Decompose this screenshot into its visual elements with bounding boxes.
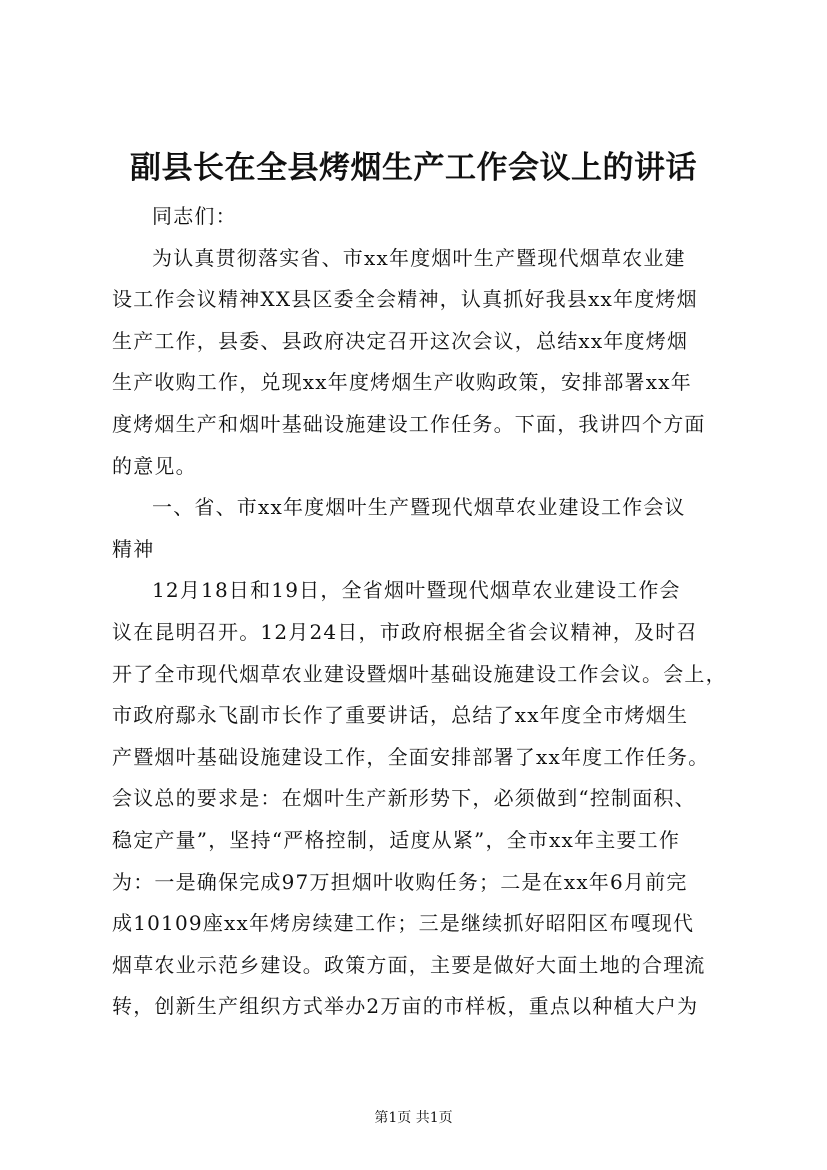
paragraph-line: 生产收购工作，兑现xx年度烤烟生产收购政策，安排部署xx年	[112, 370, 692, 395]
paragraph-line: 转，创新生产组织方式举办2万亩的市样板，重点以种植大户为	[112, 994, 699, 1019]
paragraph-line: 成10109座xx年烤房续建工作；三是继续抓好昭阳区布嘎现代	[112, 911, 695, 936]
paragraph-line: 稳定产量”，坚持“严格控制，适度从紧”，全市xx年主要工作	[112, 827, 681, 852]
paragraph-line: 生产工作，县委、县政府决定召开这次会议，总结xx年度烤烟	[112, 328, 689, 353]
paragraph-line: 会议总的要求是：在烟叶生产新形势下，必须做到“控制面积、	[112, 786, 696, 811]
paragraph-line: 产暨烟叶基础设施建设工作，全面安排部署了xx年度工作任务。	[112, 744, 710, 769]
paragraph-line: 设工作会议精神XX县区委全会精神，认真抓好我县xx年度烤烟	[112, 287, 698, 312]
paragraph-line: 烟草农业示范乡建设。政策方面，主要是做好大面土地的合理流	[112, 952, 706, 977]
document-body	[112, 196, 727, 1028]
salutation	[112, 196, 727, 238]
document-title: 副县长在全县烤烟生产工作会议上的讲话	[130, 150, 697, 186]
paragraph-line: 议在昆明召开。12月24日，市政府根据全省会议精神，及时召	[112, 619, 698, 644]
paragraph-meeting	[112, 570, 727, 1028]
paragraph-line: 为：一是确保完成97万担烟叶收购任务；二是在xx年6月前完	[112, 869, 688, 894]
paragraph-intro	[112, 238, 727, 488]
page-footer: 第1页 共1页	[374, 1110, 453, 1126]
section-heading-line: 精神	[112, 536, 155, 561]
salutation-line: 同志们：	[152, 204, 237, 228]
paragraph-line: 市政府鄢永飞副市长作了重要讲话，总结了xx年度全市烤烟生	[112, 703, 689, 728]
section-heading-line: 一、省、市xx年度烟叶生产暨现代烟草农业建设工作会议	[152, 495, 686, 520]
paragraph-line: 度烤烟生产和烟叶基础设施建设工作任务。下面，我讲四个方面	[112, 411, 706, 436]
paragraph-line: 为认真贯彻落实省、市xx年度烟叶生产暨现代烟草农业建	[152, 245, 686, 270]
paragraph-line: 的意见。	[112, 453, 197, 478]
paragraph-line: 开了全市现代烟草农业建设暨烟叶基础设施建设工作会议。会上，	[112, 661, 727, 686]
paragraph-line: 12月18日和19日，全省烟叶暨现代烟草农业建设工作会	[152, 578, 681, 603]
section-heading	[112, 487, 727, 570]
